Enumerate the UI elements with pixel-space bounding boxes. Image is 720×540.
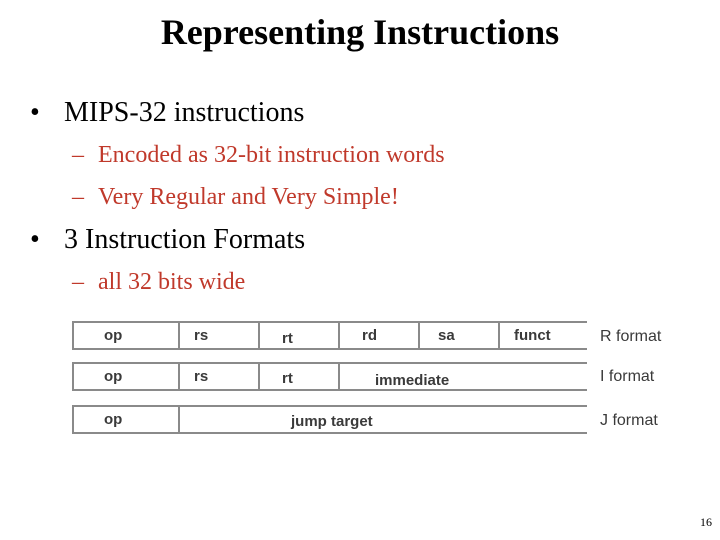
j-format-diagram	[72, 405, 587, 434]
r-format-diagram	[72, 321, 587, 350]
field-immediate: immediate	[375, 372, 450, 389]
bullet-text: MIPS-32 instructions	[64, 97, 305, 128]
field-rt: rt	[282, 330, 293, 347]
field-rs: rs	[194, 327, 209, 344]
field-sa: sa	[438, 327, 455, 344]
sub-bullet-marker: –	[72, 269, 84, 295]
sub-bullet-width	[72, 267, 245, 297]
bullet-mips32	[0, 96, 304, 130]
bullet-marker: •	[30, 97, 40, 128]
field-rs: rs	[194, 368, 209, 385]
j-format-label: J format	[600, 412, 658, 429]
field-jump-target: jump target	[291, 413, 373, 430]
bullet-text: 3 Instruction Formats	[64, 224, 306, 255]
r-format-label: R format	[600, 328, 662, 345]
sub-bullet-regular	[72, 182, 399, 212]
page-number: 16	[700, 515, 712, 529]
field-rd: rd	[362, 327, 377, 344]
bullet-marker: •	[30, 224, 40, 255]
sub-bullet-marker: –	[72, 184, 84, 210]
sub-bullet-text: all 32 bits wide	[98, 269, 246, 295]
field-op: op	[104, 368, 123, 385]
field-rt: rt	[282, 370, 293, 387]
i-format-diagram	[72, 362, 587, 391]
sub-bullet-marker: –	[72, 142, 84, 168]
field-op: op	[104, 327, 123, 344]
sub-bullet-text: Encoded as 32-bit instruction words	[98, 142, 445, 168]
sub-bullet-encoded	[72, 140, 445, 170]
field-op: op	[104, 411, 123, 428]
bullet-formats	[0, 223, 305, 257]
field-funct: funct	[514, 327, 551, 344]
slide-title: Representing Instructions	[160, 12, 560, 52]
sub-bullet-text: Very Regular and Very Simple!	[98, 184, 399, 210]
i-format-label: I format	[600, 368, 655, 385]
